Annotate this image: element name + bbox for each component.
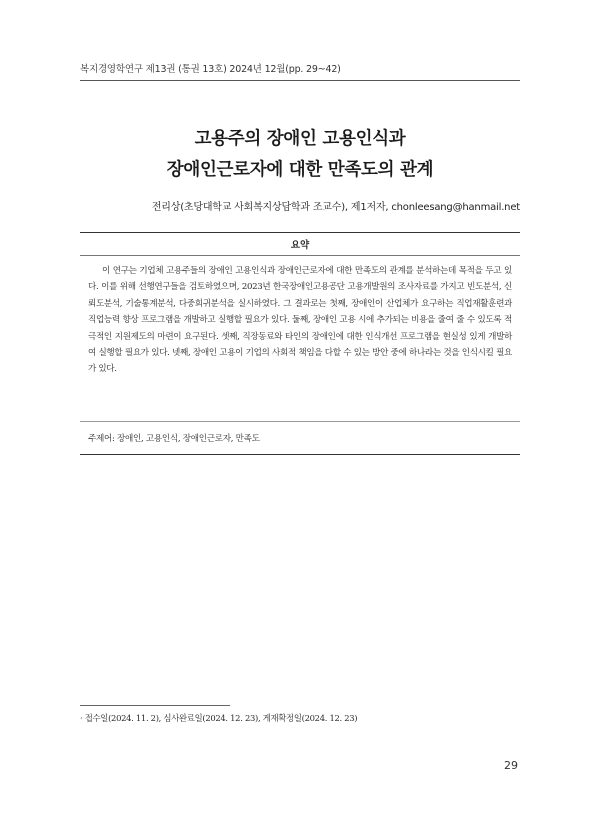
abstract-heading: 요약 bbox=[290, 240, 310, 251]
running-head: 복지경영학연구 제13권 (통권 13호) 2024년 12월(pp. 29~42) bbox=[80, 64, 341, 75]
header-divider bbox=[80, 80, 520, 81]
footnote: · 접수일(2024. 11. 2), 심사완료일(2024. 12. 23), 게재확정일(2024. 12. 23) bbox=[80, 713, 358, 723]
abstract-body: 이 연구는 기업체 고용주들의 장애인 고용인식과 장애인근로자에 대한 만족도의 관계를 분석하는데 목적을 두고 있다. 이를 위해 선행연구들을 검토하였으며, 2023년 한국장애인고용공단 고용개발원의 조사자료를 가지고 빈도분석, 신뢰도분석, 기술통계분석, 다중회귀분석을 실시하였다. 그 결과로는 첫째, 장애인이 산업체가 요구하는 직업재활훈련과 직업능력 향상 프로그램을 개발하고 실행할 필요가 있다. 둘째, 장애인 고용 시에 추가되는 비용을 줄여 줄 수 있도록 적극적인 지원제도의 마련이 요구된다. 셋째, 직장동료와 타인의 장애인에 대한 인식개선 프로그램을 현실성 있게 개발하여 실행할 필요가 있다. 넷째, 장애인 고용이 기업의 사회적 책임을 다할 수 있는 방안 중에 하나라는 것을 인식시킬 필요가 있다. bbox=[88, 266, 512, 375]
paper-title-line-1: 고용주의 장애인 고용인식과 bbox=[194, 129, 406, 149]
abstract-heading-rule bbox=[80, 255, 520, 256]
page-number: 29 bbox=[504, 759, 518, 772]
abstract-top-rule bbox=[80, 232, 520, 233]
keywords: 주제어: 장애인, 고용인식, 장애인근로자, 만족도 bbox=[88, 434, 260, 444]
footnote-divider bbox=[80, 705, 230, 706]
keywords-divider bbox=[80, 421, 520, 422]
paper-title bbox=[0, 124, 600, 186]
abstract-bottom-rule bbox=[80, 454, 520, 455]
paper-title-line-2: 장애인근로자에 대한 만족도의 관계 bbox=[166, 160, 434, 180]
author-line: 전리상(초당대학교 사회복지상담학과 조교수), 제1저자, chonleesang@hanmail.net bbox=[151, 202, 520, 213]
